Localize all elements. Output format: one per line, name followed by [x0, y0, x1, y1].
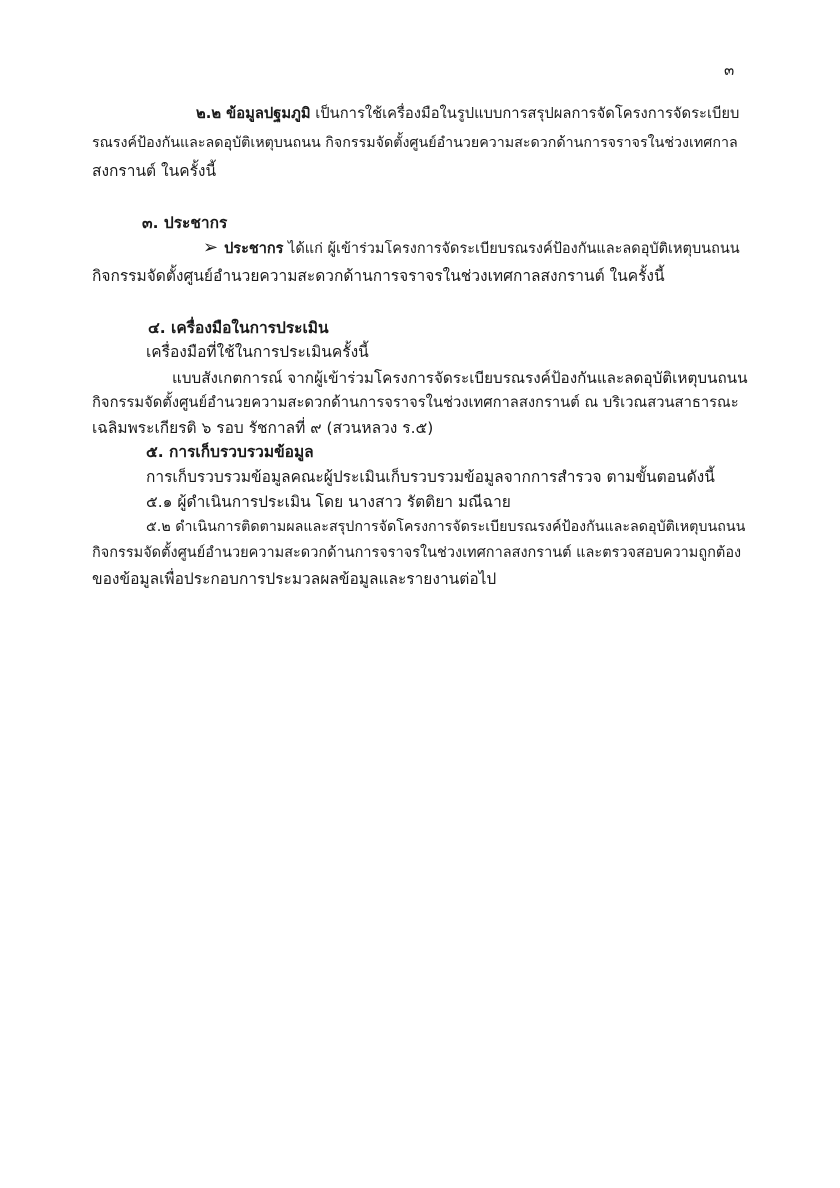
- sec3-heading: ๓. ประชากร: [142, 214, 228, 232]
- page-number: ๓: [724, 61, 735, 79]
- sec4-line-1: เครื่องมือที่ใช้ในการประเมินครั้งนี้: [146, 343, 369, 361]
- sec22-line-2: รณรงค์ป้องกันและลดอุบัติเหตุบนถนน กิจกรรมจัดตั้งศูนย์อำนวยความสะดวกด้านการจราจรในช่วงเทศกาล: [92, 135, 738, 151]
- sec4-line-3: กิจกรรมจัดตั้งศูนย์อำนวยความสะดวกด้านการจราจรในช่วงเทศกาลสงกรานต์ ณ บริเวณสวนสาธารณะ: [92, 394, 739, 411]
- sec4-line-4: เฉลิมพระเกียรติ ๖ รอบ รัชกาลที่ ๙ (สวนหลวง ร.๕): [92, 419, 434, 437]
- sec22-line-1-text: เป็นการใช้เครื่องมือในรูปแบบการสรุปผลการจัดโครงการจัดระเบียบ: [310, 105, 740, 122]
- sec5-item-2-line-2: กิจกรรมจัดตั้งศูนย์อำนวยความสะดวกด้านการจราจรในช่วงเทศกาลสงกรานต์ และตรวจสอบความถูกต้อง: [92, 545, 742, 561]
- sec4-heading: ๔. เครื่องมือในการประเมิน: [148, 319, 329, 337]
- sec3-line-1-text: ได้แก่ ผู้เข้าร่วมโครงการจัดระเบียบรณรงค์ป้องกันและลดอุบัติเหตุบนถนน: [283, 241, 740, 257]
- sec22-line-1: [196, 102, 739, 126]
- sec5-item-1: ๕.๑ ผู้ดำเนินการประเมิน โดย นางสาว รัตติยา มณีฉาย: [146, 493, 511, 511]
- sec5-item-2-line-3: ของข้อมูลเพื่อประกอบการประมวลผลข้อมูลและรายงานต่อไป: [92, 570, 497, 588]
- sec22-heading: ๒.๒ ข้อมูลปฐมภูมิ: [196, 105, 311, 122]
- sec3-line-1: [203, 236, 740, 261]
- sec4-line-2: แบบสังเกตการณ์ จากผู้เข้าร่วมโครงการจัดระเบียบรณรงค์ป้องกันและลดอุบัติเหตุบนถนน: [172, 369, 748, 387]
- sec5-item-2-line-1: ๕.๒ ดำเนินการติดตามผลและสรุปการจัดโครงการจัดระเบียบรณรงค์ป้องกันและลดอุบัติเหตุบนถนน: [146, 519, 746, 535]
- sec3-term: ประชากร: [224, 241, 284, 257]
- sec22-line-3: สงกรานต์ ในครั้งนี้: [92, 162, 217, 180]
- sec5-heading: ๕. การเก็บรวบรวมข้อมูล: [146, 443, 314, 461]
- sec3-line-2: กิจกรรมจัดตั้งศูนย์อำนวยความสะดวกด้านการจราจรในช่วงเทศกาลสงกรานต์ ในครั้งนี้: [92, 267, 665, 285]
- arrow-bullet-icon: ➢: [203, 237, 219, 258]
- sec5-line-1: การเก็บรวบรวมข้อมูลคณะผู้ประเมินเก็บรวบรวมข้อมูลจากการสำรวจ ตามขั้นตอนดังนี้: [146, 468, 715, 486]
